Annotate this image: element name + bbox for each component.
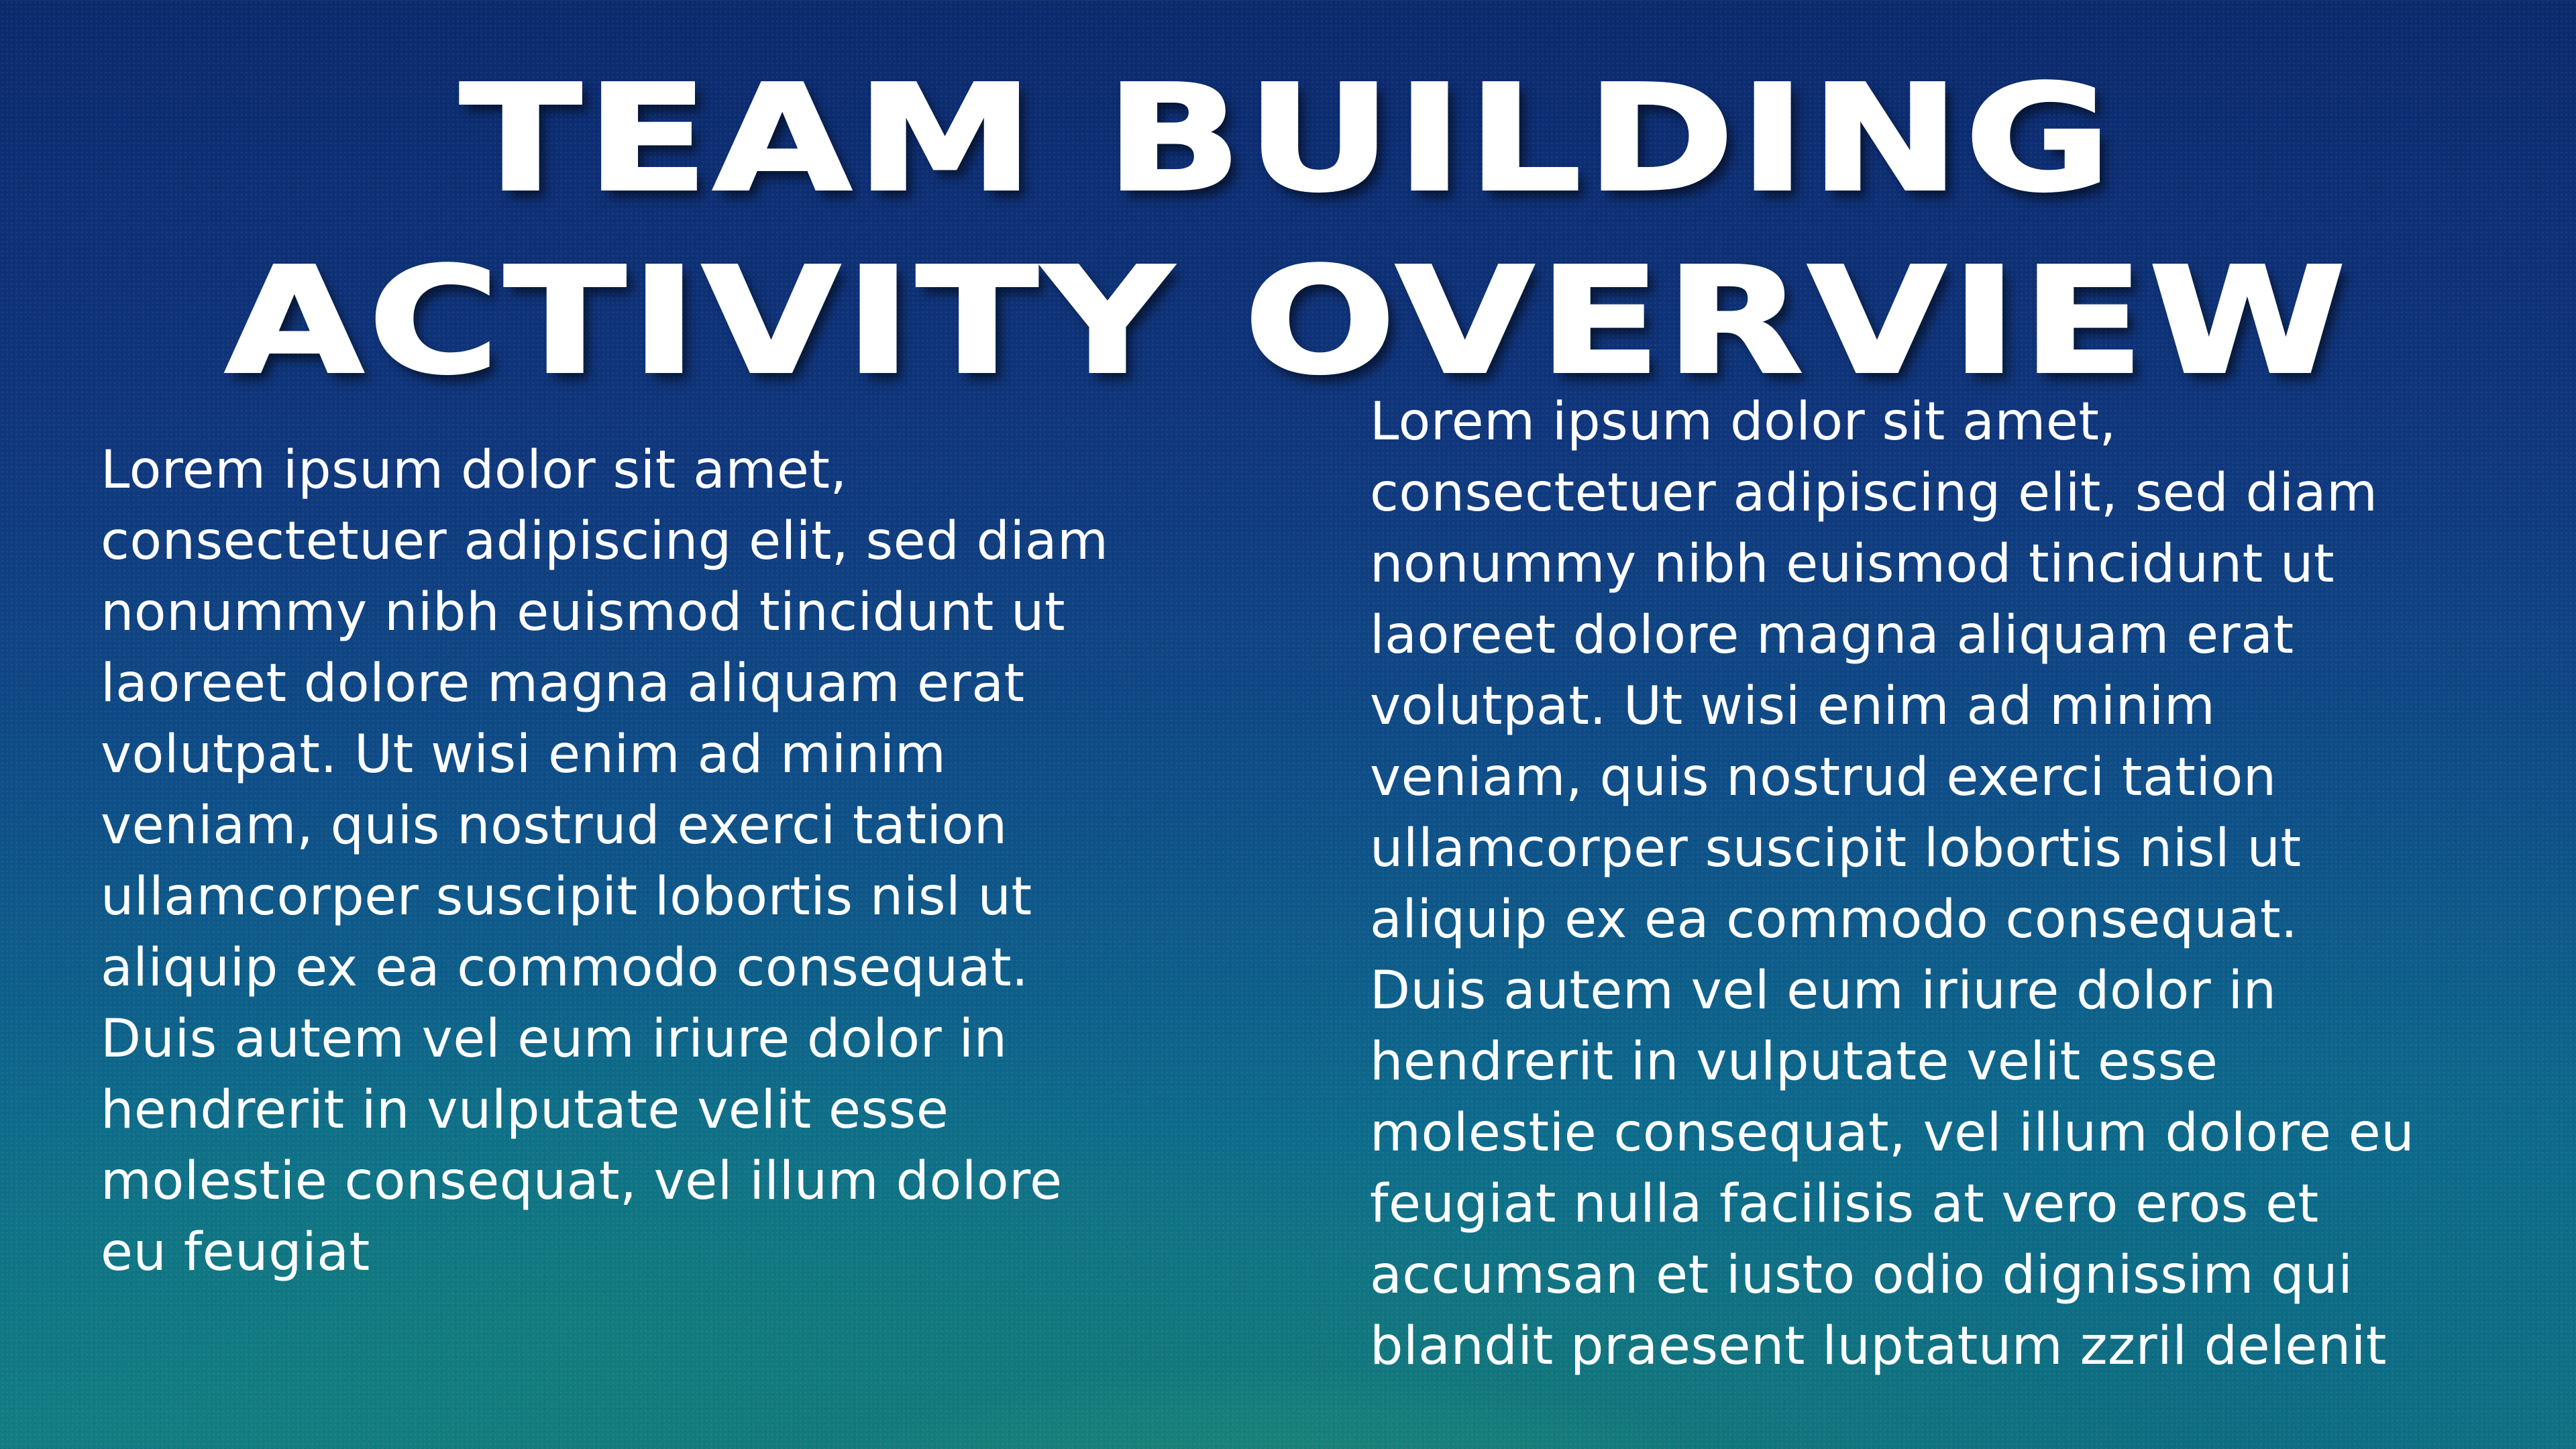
left-body-text: Lorem ipsum dolor sit amet, consectetuer adipiscing elit, sed diam nonummy nibh euismod tincidunt ut laoreet dolore magna aliquam erat volutpat. Ut wisi enim ad minim veniam, quis nostrud exerci tation ullamcorper suscipit lobortis nisl ut aliquip ex ea commodo consequat. Duis autem vel eum iriure dolor in hendrerit in vulputate velit esse molestie consequat, vel illum dolore eu feugiat — [101, 440, 1109, 1283]
slide-title-line-2: ACTIVITY OVERVIEW — [225, 237, 2351, 407]
slide-title-line-1: TEAM BUILDING — [460, 54, 2116, 224]
slide-title — [0, 48, 2576, 413]
right-body-text: Lorem ipsum dolor sit amet, consectetuer adipiscing elit, sed diam nonummy nibh euismod tincidunt ut laoreet dolore magna aliquam erat volutpat. Ut wisi enim ad minim veniam, quis nostrud exerci tation ullamcorper suscipit lobortis nisl ut aliquip ex ea commodo consequat. Duis autem vel eum iriure dolor in hendrerit in vulputate velit esse molestie consequat, vel illum dolore eu feugiat nulla facilisis at vero eros et accumsan et iusto odio dignissim qui blandit praesent luptatum zzril delenit — [1370, 392, 2415, 1377]
